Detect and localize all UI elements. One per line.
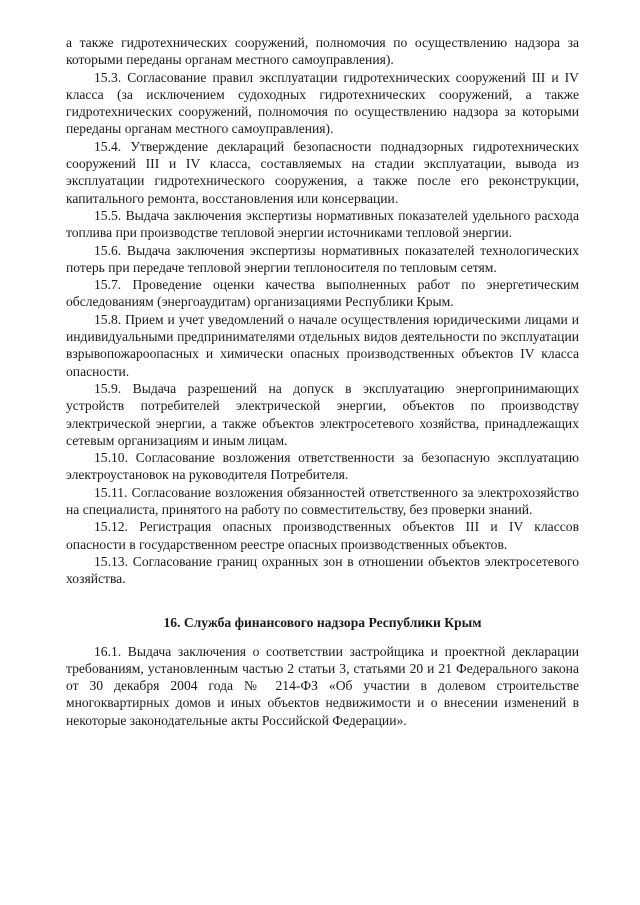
paragraph-15-11: 15.11. Согласование возложения обязанностей ответственного за электрохозяйство на специалиста, принятого на работу по совместительству, без проверки знаний.: [66, 484, 579, 518]
paragraph-15-8: 15.8. Прием и учет уведомлений о начале осуществления юридическими лицами и индивидуальными предпринимателями отдельных видов деятельности по эксплуатации взрывопожароопасных и химически опасных производственных объектов IV класса опасности.: [66, 311, 579, 379]
paragraph-16-1: 16.1. Выдача заключения о соответствии застройщика и проектной декларации требованиям, установленным частью 2 статьи 3, статьями 20 и 21 Федерального закона от 30 декабря 2004 года № 214-ФЗ «Об участии в долевом строительстве многоквартирных домов и иных объектов недвижимости и о внесении изменений в некоторые законодательные акты Российской Федерации».: [66, 643, 579, 728]
paragraph-15-7: 15.7. Проведение оценки качества выполненных работ по энергетическим обследованиям (энергоаудитам) организациями Республики Крым.: [66, 277, 579, 310]
paragraph-15-3: 15.3. Согласование правил эксплуатации гидротехнических сооружений III и IV класса (за исключением судоходных гидротехнических сооружений, а также гидротехнических сооружений, полномочия по осуществлению надзора за которыми переданы органам местного самоуправления).: [66, 69, 579, 137]
paragraph-15-5: 15.5. Выдача заключения экспертизы нормативных показателей удельного расхода топлива при производстве тепловой энергии источниками тепловой энергии.: [66, 207, 579, 241]
paragraph-15-4: 15.4. Утверждение деклараций безопасности поднадзорных гидротехнических сооружений III и IV класса, составляемых на стадии эксплуатации, вывода из эксплуатации гидротехнического сооружения, а также после его реконструкции, капитального ремонта, восстановления или консервации.: [66, 138, 579, 206]
paragraph-15-12: 15.12. Регистрация опасных производственных объектов III и IV классов опасности в государственном реестре опасных производственных объектов.: [66, 519, 579, 552]
paragraph-15-13: 15.13. Согласование границ охранных зон в отношении объектов электросетевого хозяйства.: [66, 553, 579, 587]
section-heading-16: 16. Служба финансового надзора Республики Крым: [163, 614, 482, 630]
paragraph-15-6: 15.6. Выдача заключения экспертизы нормативных показателей технологических потерь при передаче тепловой энергии теплоносителя по тепловым сетям.: [66, 242, 579, 275]
paragraph-15-10: 15.10. Согласование возложения ответственности за безопасную эксплуатацию электроустановок на руководителя Потребителя.: [66, 450, 579, 483]
paragraph-15-9: 15.9. Выдача разрешений на допуск в эксплуатацию энергопринимающих устройств потребителей электрической энергии, объектов по производству электрической энергии, а также объектов электросетевого хозяйства, принадлежащих сетевым организациям и иным лицам.: [66, 380, 579, 448]
paragraph-continuation: а также гидротехнических сооружений, полномочия по осуществлению надзора за которыми переданы органам местного самоуправления).: [66, 35, 579, 68]
